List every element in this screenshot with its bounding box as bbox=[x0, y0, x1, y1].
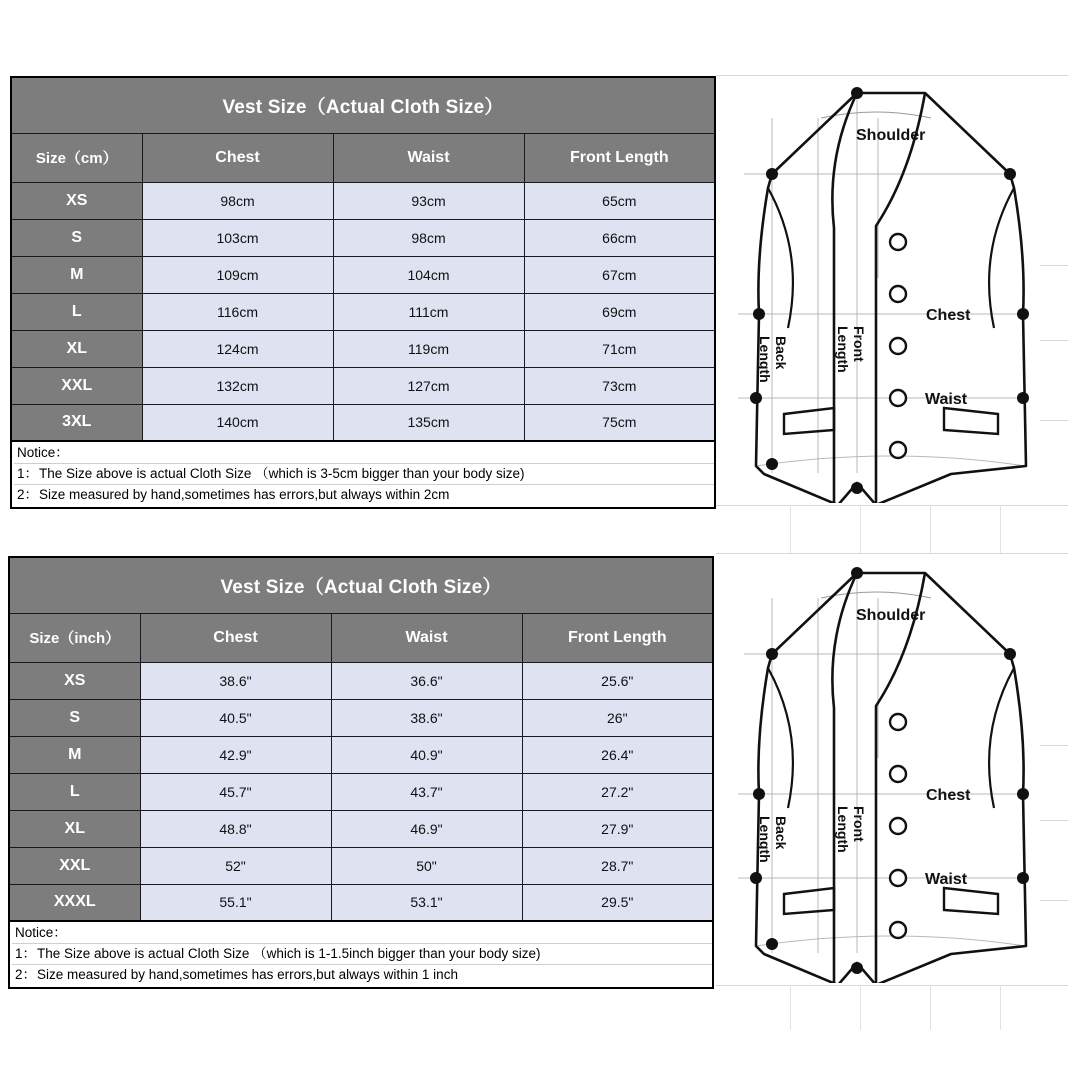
cell-chest: 109cm bbox=[142, 256, 333, 293]
vest-illustration bbox=[726, 78, 1056, 503]
column-header-waist: Waist bbox=[333, 133, 524, 182]
cell-front-length: 29.5" bbox=[522, 884, 713, 921]
cell-front-length: 26.4" bbox=[522, 736, 713, 773]
vest-pockets bbox=[784, 888, 998, 914]
cell-waist: 135cm bbox=[333, 404, 524, 441]
cm-notice-block bbox=[10, 442, 716, 509]
label-shoulder: Shoulder bbox=[856, 607, 926, 624]
cell-waist: 93cm bbox=[333, 182, 524, 219]
notice-item bbox=[12, 944, 712, 965]
table-row bbox=[9, 773, 713, 810]
measurement-guide-lines bbox=[738, 573, 1026, 953]
label-front-length-line2: Length bbox=[835, 806, 851, 853]
cell-chest: 55.1" bbox=[140, 884, 331, 921]
inch-size-table bbox=[8, 556, 714, 922]
notice-item-number: 1： bbox=[17, 466, 39, 481]
cell-size: L bbox=[9, 773, 140, 810]
cell-waist: 38.6" bbox=[331, 699, 522, 736]
cell-size: XXL bbox=[9, 847, 140, 884]
cell-size: S bbox=[9, 699, 140, 736]
cell-size: 3XL bbox=[11, 404, 142, 441]
notice-item-number: 2： bbox=[15, 967, 37, 982]
cell-size: M bbox=[11, 256, 142, 293]
cell-size: XL bbox=[11, 330, 142, 367]
table-row bbox=[11, 256, 715, 293]
notice-item bbox=[14, 485, 714, 505]
table-row bbox=[9, 884, 713, 921]
cell-chest: 124cm bbox=[142, 330, 333, 367]
cell-front-length: 66cm bbox=[524, 219, 715, 256]
cell-waist: 46.9" bbox=[331, 810, 522, 847]
cell-chest: 140cm bbox=[142, 404, 333, 441]
cell-waist: 127cm bbox=[333, 367, 524, 404]
cell-chest: 98cm bbox=[142, 182, 333, 219]
notice-item-text: Size measured by hand,sometimes has errors,but always within 1 inch bbox=[37, 967, 458, 982]
cell-chest: 132cm bbox=[142, 367, 333, 404]
notice-item-number: 1： bbox=[15, 946, 37, 961]
table-row bbox=[11, 404, 715, 441]
cell-front-length: 75cm bbox=[524, 404, 715, 441]
cell-front-length: 27.2" bbox=[522, 773, 713, 810]
vest-diagram-inch bbox=[726, 558, 1056, 983]
cell-waist: 119cm bbox=[333, 330, 524, 367]
label-back-length-line2: Length bbox=[757, 336, 773, 383]
column-header-front-length: Front Length bbox=[524, 133, 715, 182]
cell-front-length: 65cm bbox=[524, 182, 715, 219]
notice-item bbox=[12, 965, 712, 985]
table-row bbox=[11, 219, 715, 256]
label-shoulder: Shoulder bbox=[856, 127, 926, 144]
column-header-size: Size（cm） bbox=[11, 133, 142, 182]
cell-waist: 50" bbox=[331, 847, 522, 884]
cell-front-length: 27.9" bbox=[522, 810, 713, 847]
notice-heading: Notice： bbox=[12, 923, 712, 944]
label-front-length-line2: Length bbox=[835, 326, 851, 373]
table-row bbox=[11, 330, 715, 367]
cell-size: XL bbox=[9, 810, 140, 847]
vest-diagram-cm bbox=[726, 78, 1056, 503]
cell-chest: 40.5" bbox=[140, 699, 331, 736]
vest-buttons bbox=[890, 234, 906, 458]
cell-size: XS bbox=[11, 182, 142, 219]
label-front-length bbox=[835, 326, 867, 373]
label-back-length-line2: Length bbox=[757, 816, 773, 863]
column-header-chest: Chest bbox=[142, 133, 333, 182]
table-row bbox=[11, 293, 715, 330]
table-row bbox=[9, 662, 713, 699]
cell-waist: 98cm bbox=[333, 219, 524, 256]
cm-size-table bbox=[10, 76, 716, 442]
measurement-guide-lines bbox=[738, 93, 1026, 473]
cell-chest: 38.6" bbox=[140, 662, 331, 699]
cell-waist: 104cm bbox=[333, 256, 524, 293]
inch-size-table-block bbox=[8, 556, 714, 989]
notice-item-text: The Size above is actual Cloth Size （which is 1-1.5inch bigger than your body size) bbox=[37, 946, 541, 961]
cell-front-length: 25.6" bbox=[522, 662, 713, 699]
label-back-length-line1: Back bbox=[773, 816, 789, 850]
table-row bbox=[9, 847, 713, 884]
cell-waist: 40.9" bbox=[331, 736, 522, 773]
label-chest: Chest bbox=[926, 787, 971, 804]
notice-heading: Notice： bbox=[14, 443, 714, 464]
table-title: Vest Size（Actual Cloth Size） bbox=[9, 557, 713, 613]
column-header-size: Size（inch） bbox=[9, 613, 140, 662]
cm-size-table-block bbox=[10, 76, 716, 509]
cell-chest: 52" bbox=[140, 847, 331, 884]
cell-size: S bbox=[11, 219, 142, 256]
cell-front-length: 71cm bbox=[524, 330, 715, 367]
cell-front-length: 26" bbox=[522, 699, 713, 736]
notice-item-number: 2： bbox=[17, 487, 39, 502]
table-title-row bbox=[11, 77, 715, 133]
cell-waist: 111cm bbox=[333, 293, 524, 330]
column-header-front-length: Front Length bbox=[522, 613, 713, 662]
label-back-length bbox=[757, 336, 789, 383]
cell-chest: 116cm bbox=[142, 293, 333, 330]
table-row bbox=[9, 736, 713, 773]
cell-size: M bbox=[9, 736, 140, 773]
table-title: Vest Size（Actual Cloth Size） bbox=[11, 77, 715, 133]
column-header-waist: Waist bbox=[331, 613, 522, 662]
cell-waist: 43.7" bbox=[331, 773, 522, 810]
cell-front-length: 69cm bbox=[524, 293, 715, 330]
label-back-length-line1: Back bbox=[773, 336, 789, 370]
cell-chest: 45.7" bbox=[140, 773, 331, 810]
vest-buttons bbox=[890, 714, 906, 938]
table-row bbox=[11, 182, 715, 219]
notice-item-text: The Size above is actual Cloth Size （which is 3-5cm bigger than your body size) bbox=[39, 466, 525, 481]
cell-chest: 48.8" bbox=[140, 810, 331, 847]
cell-size: L bbox=[11, 293, 142, 330]
cell-size: XXL bbox=[11, 367, 142, 404]
cell-size: XXXL bbox=[9, 884, 140, 921]
vest-pockets bbox=[784, 408, 998, 434]
label-front-length-line1: Front bbox=[851, 326, 867, 362]
cell-size: XS bbox=[9, 662, 140, 699]
cell-waist: 36.6" bbox=[331, 662, 522, 699]
table-header-row bbox=[11, 133, 715, 182]
vest-illustration bbox=[726, 558, 1056, 983]
cell-waist: 53.1" bbox=[331, 884, 522, 921]
cell-front-length: 73cm bbox=[524, 367, 715, 404]
cell-front-length: 28.7" bbox=[522, 847, 713, 884]
column-header-chest: Chest bbox=[140, 613, 331, 662]
notice-item bbox=[14, 464, 714, 485]
label-waist: Waist bbox=[925, 391, 968, 408]
table-row bbox=[11, 367, 715, 404]
table-row bbox=[9, 699, 713, 736]
cell-chest: 42.9" bbox=[140, 736, 331, 773]
notice-item-text: Size measured by hand,sometimes has errors,but always within 2cm bbox=[39, 487, 450, 502]
inch-notice-block bbox=[8, 922, 714, 989]
table-title-row bbox=[9, 557, 713, 613]
cell-chest: 103cm bbox=[142, 219, 333, 256]
label-chest: Chest bbox=[926, 307, 971, 324]
table-header-row bbox=[9, 613, 713, 662]
label-back-length bbox=[757, 816, 789, 863]
label-front-length-line1: Front bbox=[851, 806, 867, 842]
label-front-length bbox=[835, 806, 867, 853]
table-row bbox=[9, 810, 713, 847]
cell-front-length: 67cm bbox=[524, 256, 715, 293]
label-waist: Waist bbox=[925, 871, 968, 888]
